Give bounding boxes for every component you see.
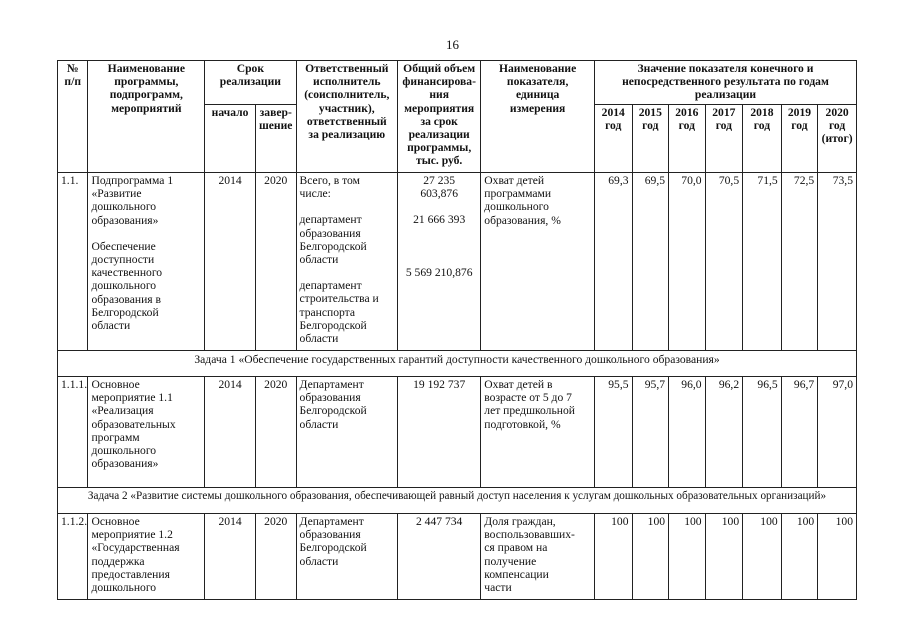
program-table xyxy=(57,60,857,600)
year-value: 100 xyxy=(781,514,818,600)
row-responsible: Департамент образования Белгородской области xyxy=(296,514,398,600)
row-start: 2014 xyxy=(205,377,256,488)
row-start: 2014 xyxy=(205,173,256,351)
financing-construction: 5 569 210,876 xyxy=(405,265,473,279)
header-year: 2019 год xyxy=(781,105,818,173)
year-value: 100 xyxy=(743,514,782,600)
table-row xyxy=(58,377,857,488)
subprogram-goal: Обеспечение доступности качественного дошкольного образования в Белгородской области xyxy=(91,239,163,333)
financing-total: 27 235 603,876 xyxy=(420,174,458,201)
year-value: 100 xyxy=(594,514,632,600)
row-financing xyxy=(398,173,481,351)
header-responsible: Ответственный исполнитель (соисполнитель, участник), ответственный за реализацию xyxy=(296,61,398,173)
row-indicator: Охват детей программами дошкольного образования, % xyxy=(481,173,595,351)
header-start: начало xyxy=(205,105,256,173)
row-financing: 2 447 734 xyxy=(398,514,481,600)
row-name xyxy=(88,173,205,351)
year-value: 100 xyxy=(632,514,669,600)
header-year: 2014 год xyxy=(594,105,632,173)
year-value: 69,3 xyxy=(594,173,632,351)
header-values: Значение показателя конечного и непосредственного результата по годам реализации xyxy=(594,61,856,105)
year-value: 97,0 xyxy=(818,377,857,488)
responsible-total: Всего, в том числе: xyxy=(299,174,360,201)
header-num: № п/п xyxy=(58,61,88,173)
header-year: 2020 год (итог) xyxy=(818,105,857,173)
year-value: 100 xyxy=(669,514,706,600)
header-indicator: Наименование показателя, единица измерения xyxy=(481,61,595,173)
year-value: 96,5 xyxy=(743,377,782,488)
year-value: 70,5 xyxy=(705,173,743,351)
year-value: 69,5 xyxy=(632,173,669,351)
row-number: 1.1.2. xyxy=(58,514,88,600)
year-value: 73,5 xyxy=(818,173,857,351)
header-term: Срок реализации xyxy=(205,61,296,105)
row-end: 2020 xyxy=(255,173,296,351)
header-year: 2018 год xyxy=(743,105,782,173)
header-year: 2016 год xyxy=(669,105,706,173)
year-value: 70,0 xyxy=(669,173,706,351)
table-row xyxy=(58,173,857,351)
row-name: Основное мероприятие 1.2 «Государственная поддержка предоставления дошкольного xyxy=(88,514,205,600)
year-value: 95,7 xyxy=(632,377,669,488)
task-row xyxy=(58,351,857,377)
row-end: 2020 xyxy=(255,377,296,488)
row-indicator: Доля граждан, воспользовавших- ся правом на получение компенсации части xyxy=(481,514,595,600)
row-end: 2020 xyxy=(255,514,296,600)
year-value: 95,5 xyxy=(594,377,632,488)
row-responsible: Департамент образования Белгородской области xyxy=(296,377,398,488)
row-financing: 19 192 737 xyxy=(398,377,481,488)
row-responsible xyxy=(296,173,398,351)
page-number: 16 xyxy=(446,37,459,52)
row-indicator: Охват детей в возрасте от 5 до 7 лет предшкольной подготовкой, % xyxy=(481,377,595,488)
header-row-1 xyxy=(58,61,857,105)
row-name: Основное мероприятие 1.1 «Реализация образовательных программ дошкольного образования» xyxy=(88,377,205,488)
task-1: Задача 1 «Обеспечение государственных гарантий доступности качественного дошкольного образования» xyxy=(58,351,857,377)
year-value: 96,7 xyxy=(781,377,818,488)
financing-education: 21 666 393 xyxy=(413,213,466,227)
header-year: 2017 год xyxy=(705,105,743,173)
year-value: 96,2 xyxy=(705,377,743,488)
responsible-education: департамент образования Белгородской области xyxy=(299,213,367,267)
year-value: 71,5 xyxy=(743,173,782,351)
header-financing: Общий объем финансирова- ния мероприятия за срок реализации программы, тыс. руб. xyxy=(398,61,481,173)
task-2: Задача 2 «Развитие системы дошкольного образования, обеспечивающей равный доступ населения к услугам дошкольных образовательных организаций» xyxy=(58,488,857,514)
year-value: 100 xyxy=(705,514,743,600)
subprogram-title: Подпрограмма 1 «Развитие дошкольного образования» xyxy=(91,174,174,227)
year-value: 96,0 xyxy=(669,377,706,488)
header-year: 2015 год xyxy=(632,105,669,173)
table-row xyxy=(58,514,857,600)
year-value: 100 xyxy=(818,514,857,600)
row-start: 2014 xyxy=(205,514,256,600)
year-value: 72,5 xyxy=(781,173,818,351)
responsible-construction: департамент строительства и транспорта Белгородской области xyxy=(299,279,379,346)
task-row xyxy=(58,488,857,514)
header-name: Наименование программы, подпрограмм, мероприятий xyxy=(88,61,205,173)
row-number: 1.1.1. xyxy=(58,377,88,488)
row-number: 1.1. xyxy=(58,173,88,351)
header-end: завер- шение xyxy=(255,105,296,173)
